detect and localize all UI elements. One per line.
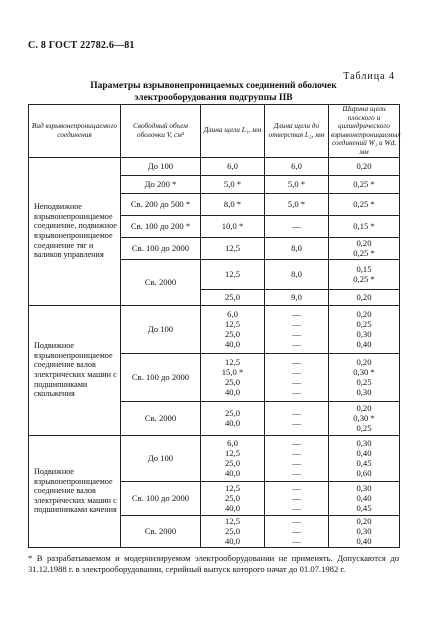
- width-cell-line: 0,20: [356, 309, 372, 320]
- width-cell-line: 0,20: [356, 516, 372, 527]
- width-cell-line: 0,20: [356, 238, 372, 249]
- l1-cell: [201, 515, 265, 547]
- width-cell-line: 0,30: [356, 387, 372, 398]
- width-cell-line: 0,30: [356, 526, 372, 537]
- l1-cell: [201, 289, 265, 305]
- l1-cell-line: 6,0: [227, 309, 238, 320]
- volume-cell: [121, 353, 201, 401]
- width-cell: [329, 481, 400, 515]
- l1-cell-line: 40,0: [224, 387, 241, 398]
- volume-cell-line: До 100: [147, 324, 174, 335]
- width-cell-line: 0,45: [356, 503, 372, 514]
- volume-cell: [121, 175, 201, 193]
- width-cell: [329, 289, 400, 305]
- volume-cell-line: Св. 2000: [144, 526, 177, 537]
- l2-cell-line: —: [292, 329, 301, 340]
- l2-cell: [265, 481, 329, 515]
- volume-cell: [121, 401, 201, 435]
- l1-cell: [201, 157, 265, 175]
- l2-cell: [265, 289, 329, 305]
- l2-cell-line: —: [292, 503, 301, 514]
- table-row: [29, 435, 400, 481]
- page-header: С. 8 ГОСТ 22782.6—81: [28, 40, 135, 51]
- footnote: * В разрабатываемом и модернизируемом электрооборудовании не применять. Допускаются до 31.12.1988 г. в электрооборудовании, серийный выпуск которого начат до 01.07.1982 г.: [28, 553, 399, 574]
- l1-cell: [201, 401, 265, 435]
- l1-cell-line: 12,5: [224, 269, 241, 280]
- width-cell-line: 0,25 *: [353, 248, 375, 259]
- col-header-width: Ширина щели плоского и цилиндрического взрывонепроницаемых соединений W₁ и Wd, мм: [329, 105, 400, 158]
- l2-cell-line: 5,0 *: [287, 199, 306, 210]
- table-title-line-1: Параметры взрывонепроницаемых соединений оболочек: [90, 81, 337, 91]
- l1-cell-line: 8,0 *: [223, 199, 242, 210]
- width-cell-line: 0,25: [356, 319, 372, 330]
- l2-cell: [265, 259, 329, 289]
- volume-cell: [121, 481, 201, 515]
- width-cell-line: 0,20: [356, 292, 372, 303]
- l2-cell: [265, 175, 329, 193]
- parameters-table: [28, 104, 400, 548]
- width-cell-line: 0,40: [356, 536, 372, 547]
- l1-cell: [201, 215, 265, 237]
- width-cell-line: 0,20: [356, 161, 372, 172]
- volume-cell-line: Св. 200 до 500 *: [130, 199, 191, 210]
- volume-cell: [121, 305, 201, 353]
- l1-cell-line: 12,5: [224, 243, 241, 254]
- l1-cell-line: 6,0: [227, 438, 238, 449]
- width-cell-line: 0,40: [356, 339, 372, 350]
- volume-cell-line: Св. 100 до 2000: [131, 372, 190, 383]
- l1-cell-line: 25,0: [224, 458, 241, 469]
- l1-cell-line: 40,0: [224, 339, 241, 350]
- width-cell: [329, 435, 400, 481]
- col-header-l1: Длина щели L₁, мм: [201, 105, 265, 158]
- l2-cell-line: —: [292, 483, 301, 494]
- volume-cell-line: Св. 2000: [144, 413, 177, 424]
- l2-cell-line: —: [292, 493, 301, 504]
- l1-cell: [201, 193, 265, 215]
- volume-cell-line: Св. 100 до 200 *: [130, 221, 191, 232]
- l2-cell-line: —: [292, 468, 301, 479]
- l1-cell-line: 12,5: [224, 483, 241, 494]
- width-cell: [329, 305, 400, 353]
- width-cell: [329, 515, 400, 547]
- l2-cell-line: —: [292, 526, 301, 537]
- width-cell-line: 0,30 *: [353, 413, 375, 424]
- connection-kind-cell: Подвижное взрывонепроницаемое соединение валов электрических машин с подшипниками качения: [29, 435, 121, 547]
- l2-cell: [265, 193, 329, 215]
- l2-cell-line: —: [292, 319, 301, 330]
- width-cell-line: 0,45: [356, 458, 372, 469]
- width-cell: [329, 175, 400, 193]
- l1-cell-line: 40,0: [224, 418, 241, 429]
- l2-cell-line: —: [292, 367, 301, 378]
- width-cell: [329, 259, 400, 289]
- l2-cell-line: —: [292, 418, 301, 429]
- l1-cell-line: 5,0 *: [223, 179, 242, 190]
- l2-cell: [265, 401, 329, 435]
- l2-cell: [265, 353, 329, 401]
- width-cell-line: 0,25: [356, 377, 372, 388]
- l1-cell: [201, 435, 265, 481]
- l2-cell-line: —: [292, 357, 301, 368]
- table-row: [29, 157, 400, 175]
- width-cell-line: 0,25 *: [353, 179, 375, 190]
- width-cell: [329, 353, 400, 401]
- table-number: Таблица 4: [343, 71, 395, 82]
- l1-cell-line: 12,5: [224, 516, 241, 527]
- width-cell-line: 0,40: [356, 448, 372, 459]
- volume-cell: [121, 259, 201, 305]
- width-cell-line: 0,15 *: [353, 221, 375, 232]
- volume-cell: [121, 193, 201, 215]
- l1-cell: [201, 305, 265, 353]
- l2-cell-line: —: [292, 516, 301, 527]
- l1-cell: [201, 481, 265, 515]
- connection-kind-cell: Неподвижное взрывонепроницаемое соединение, подвижное взрывонепроницаемое соединение тяг и валиков управления: [29, 157, 121, 305]
- l1-cell-line: 25,0: [224, 329, 241, 340]
- l1-cell-line: 25,0: [224, 408, 241, 419]
- l2-cell: [265, 435, 329, 481]
- width-cell-line: 0,30 *: [353, 367, 375, 378]
- l2-cell: [265, 237, 329, 259]
- width-cell-line: 0,20: [356, 403, 372, 414]
- width-cell-line: 0,30: [356, 483, 372, 494]
- l1-cell-line: 12,5: [224, 319, 241, 330]
- col-header-l2: Длина щели до отверстия L₂, мм: [265, 105, 329, 158]
- l1-cell-line: 10,0 *: [221, 221, 244, 232]
- l2-cell-line: 8,0: [291, 243, 302, 254]
- l2-cell-line: 5,0 *: [287, 179, 306, 190]
- l1-cell-line: 15,0 *: [221, 367, 244, 378]
- volume-cell-line: До 100: [147, 161, 174, 172]
- l2-cell-line: —: [292, 448, 301, 459]
- width-cell-line: 0,20: [356, 357, 372, 368]
- width-cell-line: 0,25 *: [353, 199, 375, 210]
- l1-cell-line: 25,0: [224, 292, 241, 303]
- volume-cell: [121, 215, 201, 237]
- width-cell: [329, 237, 400, 259]
- col-header-kind: Вид взрывонепроницаемого соединения: [29, 105, 121, 158]
- volume-cell: [121, 237, 201, 259]
- l1-cell: [201, 259, 265, 289]
- l2-cell-line: —: [292, 387, 301, 398]
- connection-kind-cell: Подвижное взрывонепроницаемое соединение валов электрических машин с подшипниками скольжения: [29, 305, 121, 435]
- l1-cell: [201, 175, 265, 193]
- l2-cell-line: —: [292, 309, 301, 320]
- l2-cell-line: 9,0: [291, 292, 302, 303]
- l1-cell-line: 40,0: [224, 503, 241, 514]
- width-cell: [329, 215, 400, 237]
- width-cell: [329, 401, 400, 435]
- width-cell-line: 0,60: [356, 468, 372, 479]
- l2-cell-line: —: [292, 221, 301, 232]
- l1-cell: [201, 353, 265, 401]
- l1-cell-line: 40,0: [224, 468, 241, 479]
- width-cell-line: 0,40: [356, 493, 372, 504]
- table-body: [29, 157, 400, 547]
- l1-cell-line: 25,0: [224, 526, 241, 537]
- col-header-volume: Свободный объем оболочки V, см³: [121, 105, 201, 158]
- l2-cell-line: —: [292, 458, 301, 469]
- l2-cell: [265, 215, 329, 237]
- volume-cell: [121, 157, 201, 175]
- l1-cell-line: 25,0: [224, 493, 241, 504]
- width-cell-line: 0,25 *: [353, 274, 375, 285]
- l2-cell-line: 6,0: [291, 161, 302, 172]
- width-cell: [329, 157, 400, 175]
- width-cell: [329, 193, 400, 215]
- l1-cell-line: 25,0: [224, 377, 241, 388]
- width-cell-line: 0,25: [356, 423, 372, 434]
- l1-cell-line: 12,5: [224, 357, 241, 368]
- table-row: [29, 305, 400, 353]
- l1-cell-line: 12,5: [224, 448, 241, 459]
- volume-cell-line: Св. 100 до 2000: [131, 493, 190, 504]
- l1-cell: [201, 237, 265, 259]
- volume-cell-line: До 100: [147, 453, 174, 464]
- volume-cell-line: Св. 100 до 2000: [131, 243, 190, 254]
- l2-cell-line: 8,0: [291, 269, 302, 280]
- width-cell-line: 0,30: [356, 329, 372, 340]
- l2-cell-line: —: [292, 536, 301, 547]
- volume-cell: [121, 515, 201, 547]
- l1-cell-line: 40,0: [224, 536, 241, 547]
- width-cell-line: 0,15: [356, 264, 372, 275]
- width-cell-line: 0,30: [356, 438, 372, 449]
- header-row: [29, 105, 400, 158]
- l2-cell-line: —: [292, 438, 301, 449]
- l2-cell: [265, 157, 329, 175]
- l2-cell-line: —: [292, 377, 301, 388]
- volume-cell: [121, 435, 201, 481]
- table-title-line-2: электрооборудования подгруппы IIВ: [134, 93, 293, 103]
- l2-cell-line: —: [292, 339, 301, 350]
- table-title: [0, 80, 427, 104]
- l2-cell-line: —: [292, 408, 301, 419]
- l1-cell-line: 6,0: [227, 161, 238, 172]
- l2-cell: [265, 515, 329, 547]
- l2-cell: [265, 305, 329, 353]
- volume-cell-line: До 200 *: [144, 179, 177, 190]
- volume-cell-line: Св. 2000: [144, 277, 177, 288]
